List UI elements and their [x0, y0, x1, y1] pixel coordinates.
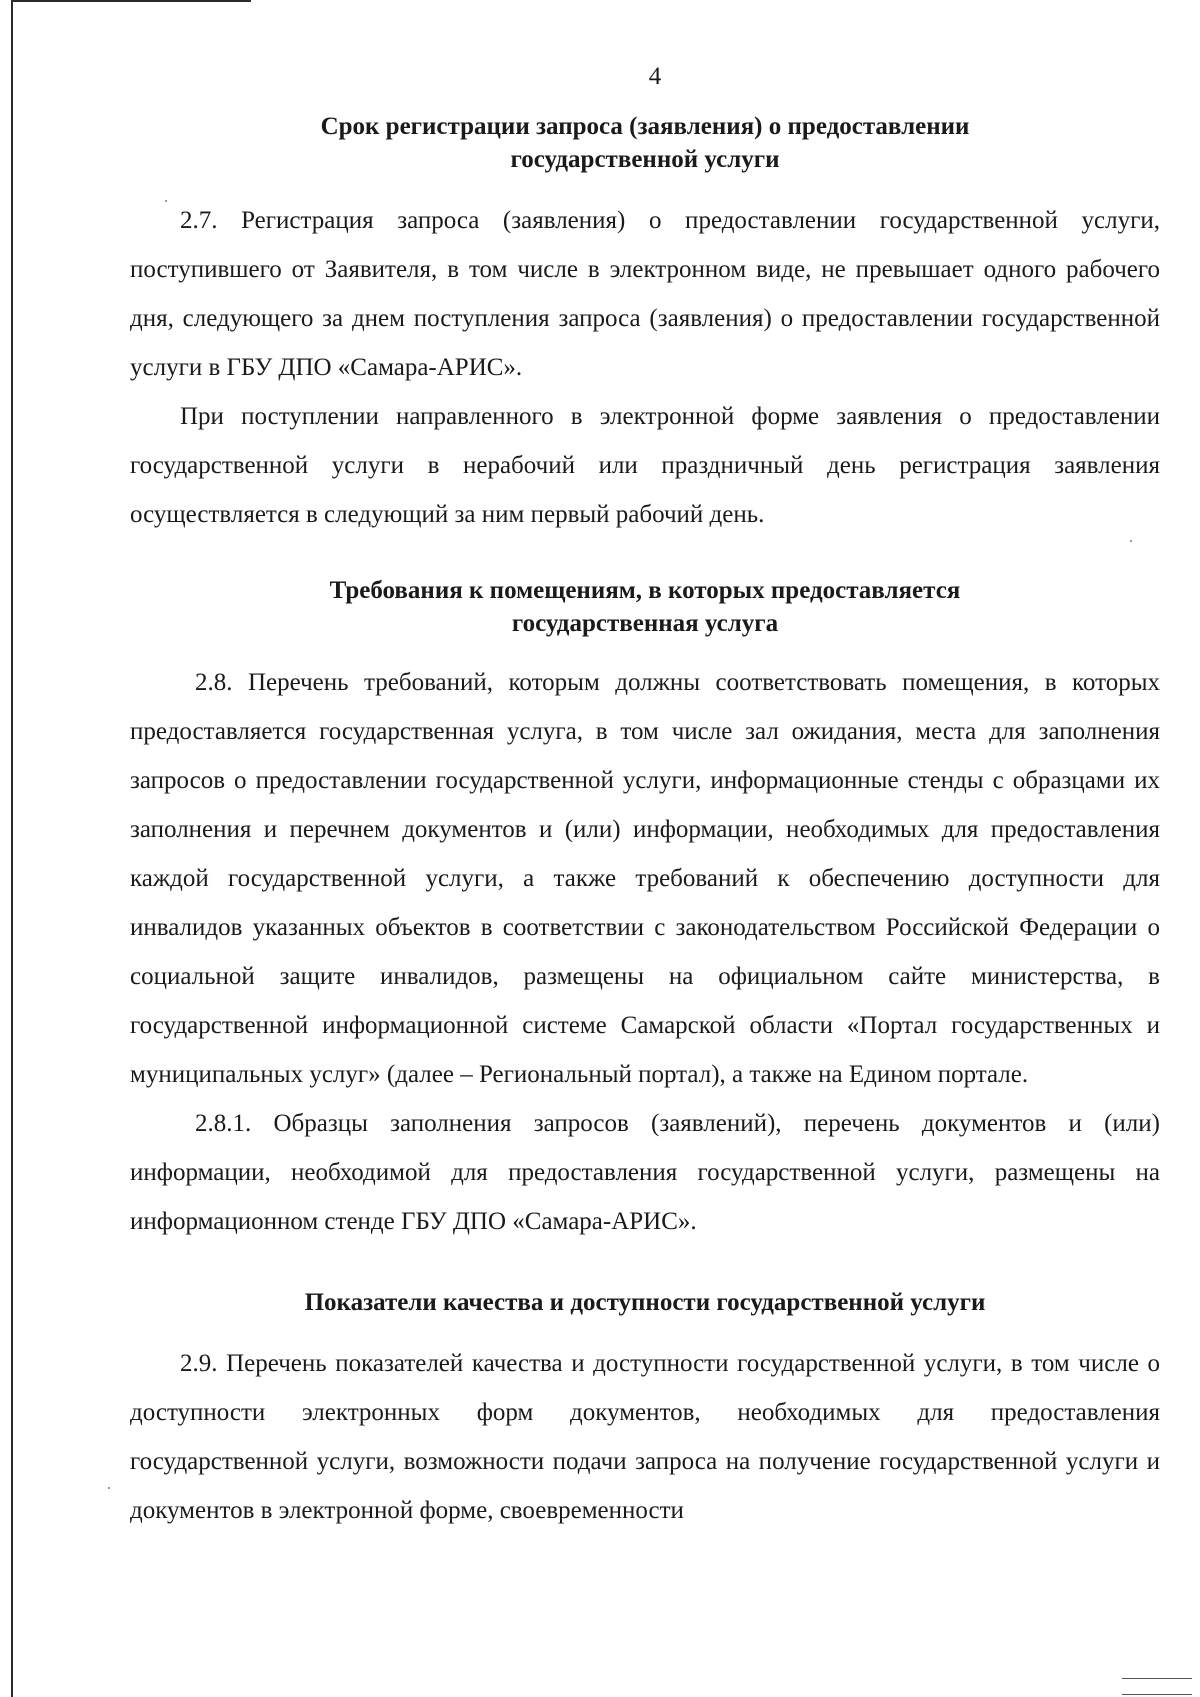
- document-page: [130, 60, 1160, 1535]
- paragraph: При поступлении направленного в электронной форме заявления о предоставлении государственной услуги в нерабочий или праздничный день регистрация заявления осуществляется в следующий за ним первый рабочий день.: [130, 403, 1160, 528]
- heading-line: Показатели качества и доступности государственной услуги: [304, 1289, 986, 1316]
- paragraph: 2.7. Регистрация запроса (заявления) о предоставлении государственной услуги, поступившего от Заявителя, в том числе в электронном виде, не превышает одного рабочего дня, следующего за днем поступления запроса (заявления) о предоставлении государственной услуги в ГБУ ДПО «Самара-АРИС».: [130, 207, 1160, 381]
- scan-edge-left: [11, 0, 13, 1697]
- scan-edge-top: [11, 0, 251, 2]
- paragraph: 2.8.1. Образцы заполнения запросов (заявлений), перечень документов и (или) информации, необходимой для предоставления государственной услуги, размещены на информационном стенде ГБУ ДПО «Самара-АРИС».: [130, 1110, 1160, 1235]
- scan-speck: [108, 1487, 110, 1489]
- heading-line: Срок регистрации запроса (заявления) о предоставлении: [320, 113, 970, 140]
- heading-line: государственной услуги: [510, 146, 780, 173]
- section-heading: [130, 110, 1160, 176]
- paragraph: 2.8. Перечень требований, которым должны соответствовать помещения, в которых предоставляется государственная услуга, в том числе зал ожидания, места для заполнения запросов о предоставлении государственной услуги, информационные стенды с образцами их заполнения и перечнем документов и (или) информации, необходимых для предоставления каждой государственной услуги, а также требований к обеспечению доступности для инвалидов указанных объектов в соответствии с законодательством Российской Федерации о социальной защите инвалидов, размещены на официальном сайте министерства, в государственной информационной системе Самарской области «Портал государственных и муниципальных услуг» (далее – Региональный портал), а также на Едином портале.: [130, 669, 1160, 1088]
- paragraph: 2.9. Перечень показателей качества и доступности государственной услуги, в том числе о доступности электронных форм документов, необходимых для предоставления государственной услуги, возможности подачи запроса на получение государственной услуги и документов в электронной форме, своевременности: [130, 1350, 1160, 1524]
- page-number: 4: [648, 63, 662, 90]
- scan-edge-corner-bottom: [1122, 1694, 1192, 1695]
- heading-line: Требования к помещениям, в которых предоставляется: [329, 577, 961, 604]
- scan-edge-corner: [1122, 1678, 1192, 1679]
- section-heading: [130, 574, 1160, 640]
- section-heading: [130, 1286, 1160, 1319]
- heading-line: государственная услуга: [511, 610, 779, 637]
